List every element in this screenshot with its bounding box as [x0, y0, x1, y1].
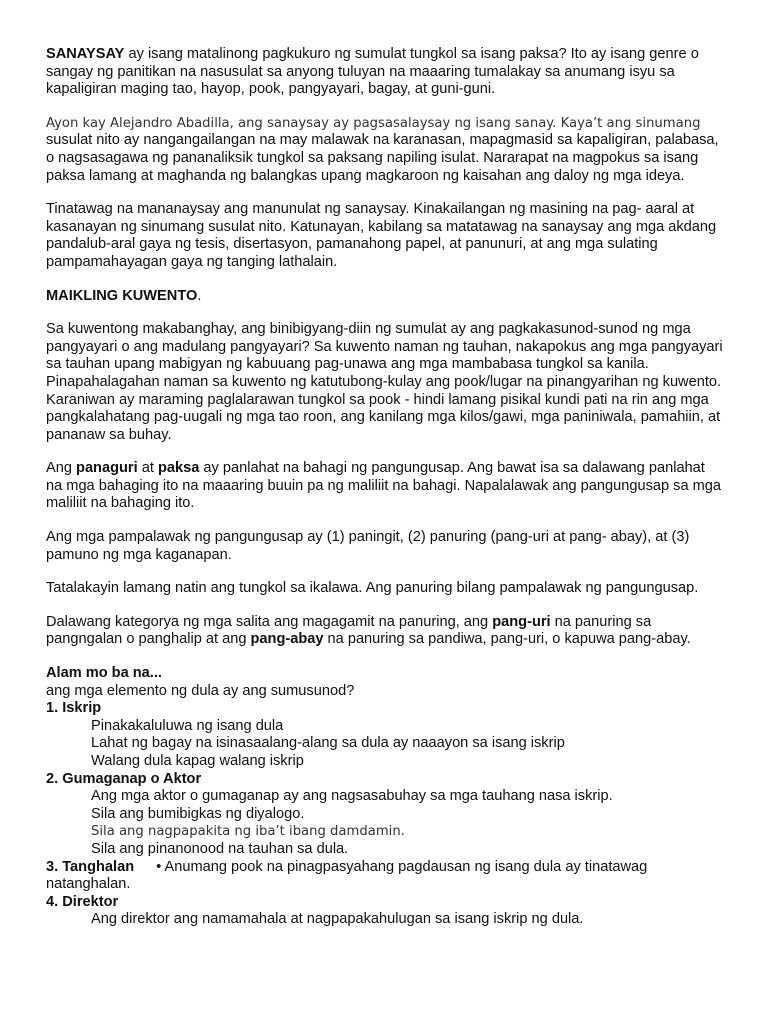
list-item: • Anumang pook na pinagpasyahang pagdausan ng isang dula ay tinatawag natanghalan. — [46, 858, 648, 893]
element-heading-tanghalan: 3. Tanghalan — [46, 858, 135, 875]
text-segment: at — [137, 460, 158, 477]
text-segment: Dalawang kategorya ng mga salita ang magagamit na panuring, ang — [46, 613, 493, 630]
list-item: Sila ang nagpapakita ng iba’t ibang damdamin. — [91, 824, 405, 840]
element-heading-direktor: 4. Direktor — [46, 893, 119, 910]
paragraph-mananaysay: Tinatawag na mananaysay ang manunulat ng sanaysay. Kinakailangan ng masining na pag- aaral at kasanayan ng sinumang susulat nito. Katunayan, kabilang sa matatawag na sanaysay ang mga akdang pandalub-aral gaya ng tesis, disertasyon, pamanahong papel, at panunuri, at ang mga sulating pampamahayagan gaya ng tanging lathalain. — [46, 201, 717, 270]
alam-mo-ba-section — [46, 665, 724, 929]
element-heading-iskrip: 1. Iskrip — [46, 700, 102, 717]
term-paksa: paksa — [157, 460, 200, 477]
paragraph-abadilla — [46, 115, 724, 185]
section-intro: ang mga elemento ng dula ay ang sumusunod? — [46, 682, 355, 699]
element-heading-aktor: 2. Gumaganap o Aktor — [46, 770, 202, 787]
term-panaguri: panaguri — [76, 460, 138, 477]
text-segment: ay panlahat na bahagi ng pangungusap. Ang bawat isa sa dalawang panlahat na mga bahaging ito na maaaring buuin pa ng maliliit na bahagi. Napalalawak ang pangungusap sa mga maliliit na bahaging ito. — [46, 460, 722, 512]
list-item: Lahat ng bagay na isinasaalang-alang sa dula ay naaayon sa isang iskrip — [91, 735, 565, 752]
paragraph-kuwento: Sa kuwentong makabanghay, ang binibigyang-diin ng sumulat ay ang pagkakasunod-sunod ng mga pangyayari o ang madulang pangyayari? Sa kuwento naman ng tauhan, nakapokus ang mga pangyayari sa tauhan upang mabigyan ng kabuuang pag-unawa ang mga mambabasa tungkol sa kanila. Pinapahalagahan naman sa kuwento ng katutubong-kulay ang pook/lugar na pinangyarihan ng kuwento. Karaniwan ay maraming paglalarawan tungkol sa pook - hindi lamang pisikal kundi pati na rin ang mga pangkalahatang pag-uugali ng mga tao roon, ang kanilang mga kilos/gawi, mga paniniwala, pamahiin, at pananaw sa buhay. — [46, 321, 723, 443]
paragraph-text: ay isang matalinong pagkukuro ng sumulat tungkol sa isang paksa? Ito ay isang genre o sangay ng panitikan na nasusulat sa anyong tuluyan na maaaring tumalakay sa anumang isyu sa kapaligiran maging tao, hayop, pook, pangyayari, bagay, at guni-guni. — [46, 46, 699, 98]
section-title: Alam mo ba na... — [46, 665, 162, 682]
paragraph-panaguri — [46, 460, 724, 513]
list-item: Ang direktor ang namamahala at nagpapakahulugan sa isang iskrip ng dula. — [91, 911, 584, 928]
heading-dot: . — [197, 287, 202, 304]
term-pang-uri: pang-uri — [492, 613, 551, 630]
heading-maikling-kuwento — [46, 288, 724, 306]
list-item: Pinakakaluluwa ng isang dula — [91, 717, 284, 734]
paragraph-text: susulat nito ay nangangailangan na may malawak na karanasan, mapagmasid sa kapaligiran, palabasa, o nagsasagawa ng pananaliksik tungkol sa paksang napiling isulat. Nararapat na magpokus sa isang paksa lamang at maghanda ng balangkas upang magkaroon ng kaisahan ang daloy ng mga ideya. — [46, 132, 719, 184]
heading-text: MAIKLING KUWENTO — [46, 287, 198, 304]
paragraph-pampalawak: Ang mga pampalawak ng pangungusap ay (1) paningit, (2) panuring (pang-uri at pang- abay), at (3) pamuno ng mga kaganapan. — [46, 529, 690, 563]
text-segment: Ang — [46, 460, 77, 477]
paragraph-sanaysay — [46, 46, 724, 99]
list-item: Ang mga aktor o gumaganap ay ang nagsasabuhay sa mga tauhang nasa iskrip. — [91, 788, 613, 805]
list-item: Sila ang bumibigkas ng diyalogo. — [91, 805, 305, 822]
paragraph-tatalakayin: Tatalakayin lamang natin ang tungkol sa ikalawa. Ang panuring bilang pampalawak ng pangungusap. — [46, 580, 699, 597]
text-segment: na panuring sa pandiwa, pang-uri, o kapuwa pang-abay. — [323, 631, 691, 648]
list-item: Sila ang pinanonood na tauhan sa dula. — [91, 840, 349, 857]
term-pang-abay: pang-abay — [250, 631, 324, 648]
paragraph-lead: Ayon kay Alejandro Abadilla, ang sanaysay ay pagsasalaysay ng isang sanay. Kaya’t ang sinumang — [46, 115, 701, 131]
list-item: Walang dula kapag walang iskrip — [91, 753, 304, 769]
text-segment: na panuring sa pangngalan o panghalip at ang — [46, 613, 652, 648]
term-sanaysay: SANAYSAY — [46, 46, 125, 62]
element-tanghalan — [46, 859, 724, 894]
paragraph-kategorya — [46, 614, 724, 649]
